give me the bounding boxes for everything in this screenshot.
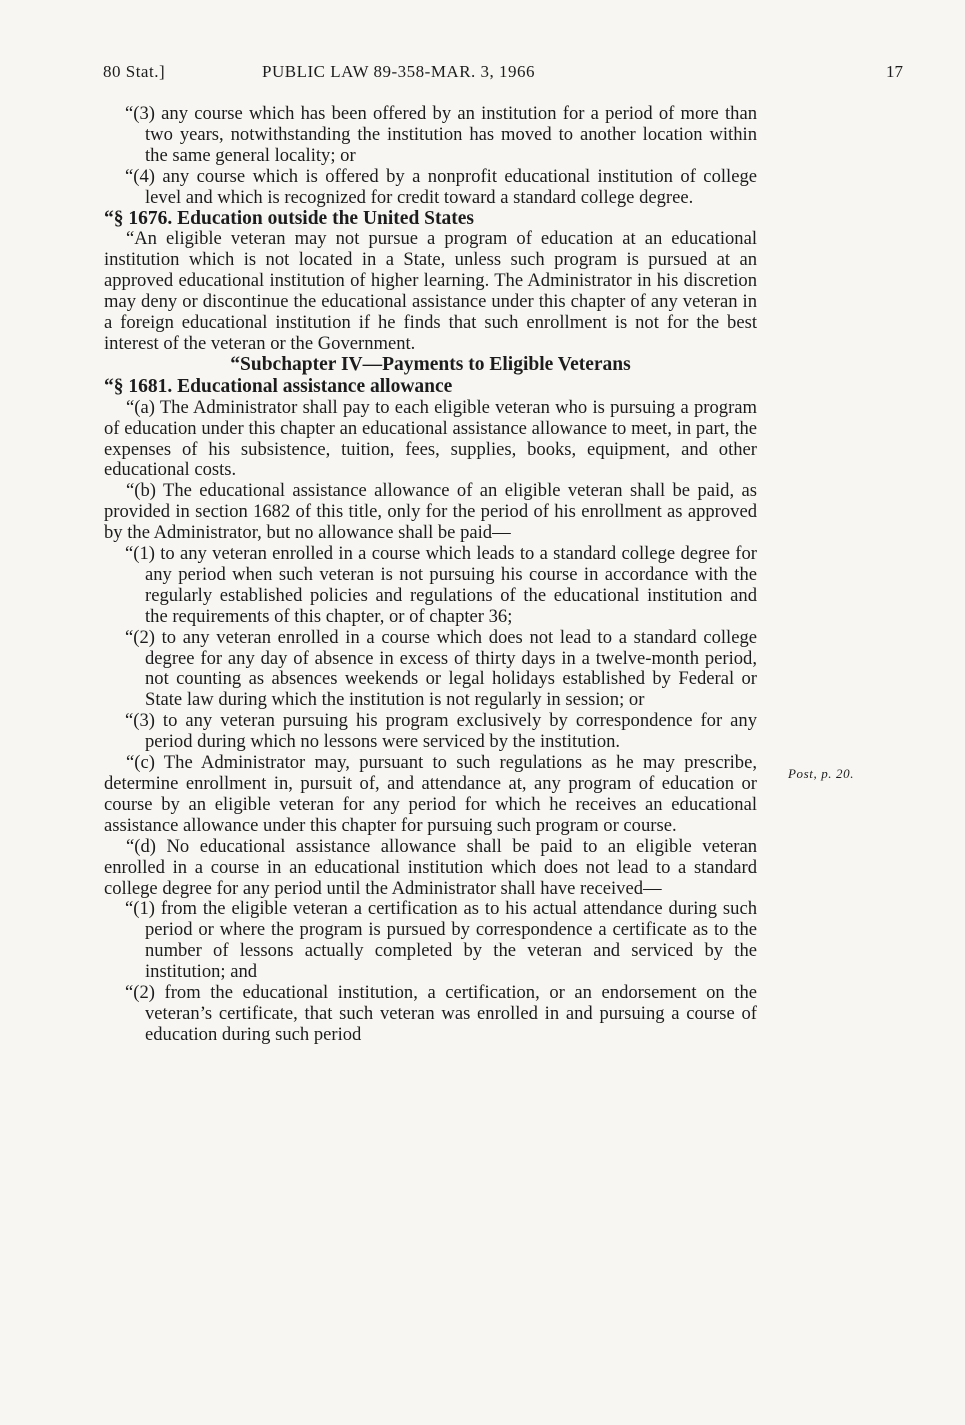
subsection-d-clause-2: “(2) from the educational institution, a certification, or an endorsement on the veteran’s certificate, that such veteran was enrolled in and pursuing a course of education during such period: [125, 982, 757, 1045]
section-1676-heading: “§ 1676. Education outside the United States: [104, 207, 474, 229]
subsection-a: “(a) The Administrator shall pay to each eligible veteran who is pursuing a program of education under this chapter an educational assistance allowance to meet, in part, the expenses of his subsistence, tuition, fees, supplies, books, equipment, and other educational costs.: [104, 396, 757, 481]
page-number: 17: [886, 62, 903, 81]
document-body: [104, 104, 757, 1046]
subsection-c: “(c) The Administrator may, pursuant to such regulations as he may prescribe, determine enrollment in, pursuit of, and attendance at, any program of education or course by an eligible veteran for any period for which he receives an educational assistance allowance under this chapter for pursuing such program or course.: [104, 752, 757, 836]
clause-4: “(4) any course which is offered by a nonprofit educational institution of college level and which is recognized for credit toward a standard college degree.: [125, 165, 757, 208]
subsection-b-clause-3: “(3) to any veteran pursuing his program exclusively by correspondence for any period during which no lessons were serviced by the institution.: [125, 710, 757, 753]
subsection-b-clause-2: “(2) to any veteran enrolled in a course which does not lead to a standard college degree for any day of absence in excess of thirty days in a twelve-month period, not counting as absences weekends or legal holidays established by Federal or State law during which the institution is not regularly in session; or: [125, 626, 757, 711]
statute-reference: 80 Stat.]: [103, 62, 166, 81]
subsection-d: “(d) No educational assistance allowance shall be paid to an eligible veteran enrolled in a course in an educational institution which does not lead to a standard college degree for any period until the Administrator shall have received—: [104, 835, 757, 899]
clause-3: “(3) any course which has been offered by an institution for a period of more than two years, notwithstanding the institution has moved to another location within the same general locality; or: [125, 103, 757, 166]
subchapter-iv-heading: “Subchapter IV—Payments to Eligible Veterans: [230, 353, 631, 375]
running-header: [103, 62, 903, 86]
public-law-title: PUBLIC LAW 89-358-MAR. 3, 1966: [262, 62, 536, 81]
subsection-b-clause-1: “(1) to any veteran enrolled in a course which leads to a standard college degree for any period when such veteran is not pursuing his course in accordance with the regularly established policies and regulations of the educational institution and the requirements of this chapter, or of chapter 36;: [125, 543, 757, 627]
subsection-d-clause-1: “(1) from the eligible veteran a certification as to his actual attendance during such period or where the program is pursued by correspondence a certificate as to the number of lessons actually completed by the veteran and serviced by the institution; and: [125, 898, 757, 983]
margin-note: Post, p. 20.: [788, 766, 855, 781]
subsection-b: “(b) The educational assistance allowance of an eligible veteran shall be paid, as provided in section 1682 of this title, only for the period of his enrollment as approved by the Administrator, but no allowance shall be paid—: [104, 480, 757, 544]
section-1681-heading: “§ 1681. Educational assistance allowance: [104, 375, 453, 397]
section-1676-text: “An eligible veteran may not pursue a program of education at an educational institution which is not located in a State, unless such program is pursued at an approved educational institution of higher learning. The Administrator in his discretion may deny or discontinue the educational assistance under this chapter of any veteran in a foreign educational institution if he finds that such enrollment is not for the best interest of the veteran or the Government.: [104, 228, 757, 354]
